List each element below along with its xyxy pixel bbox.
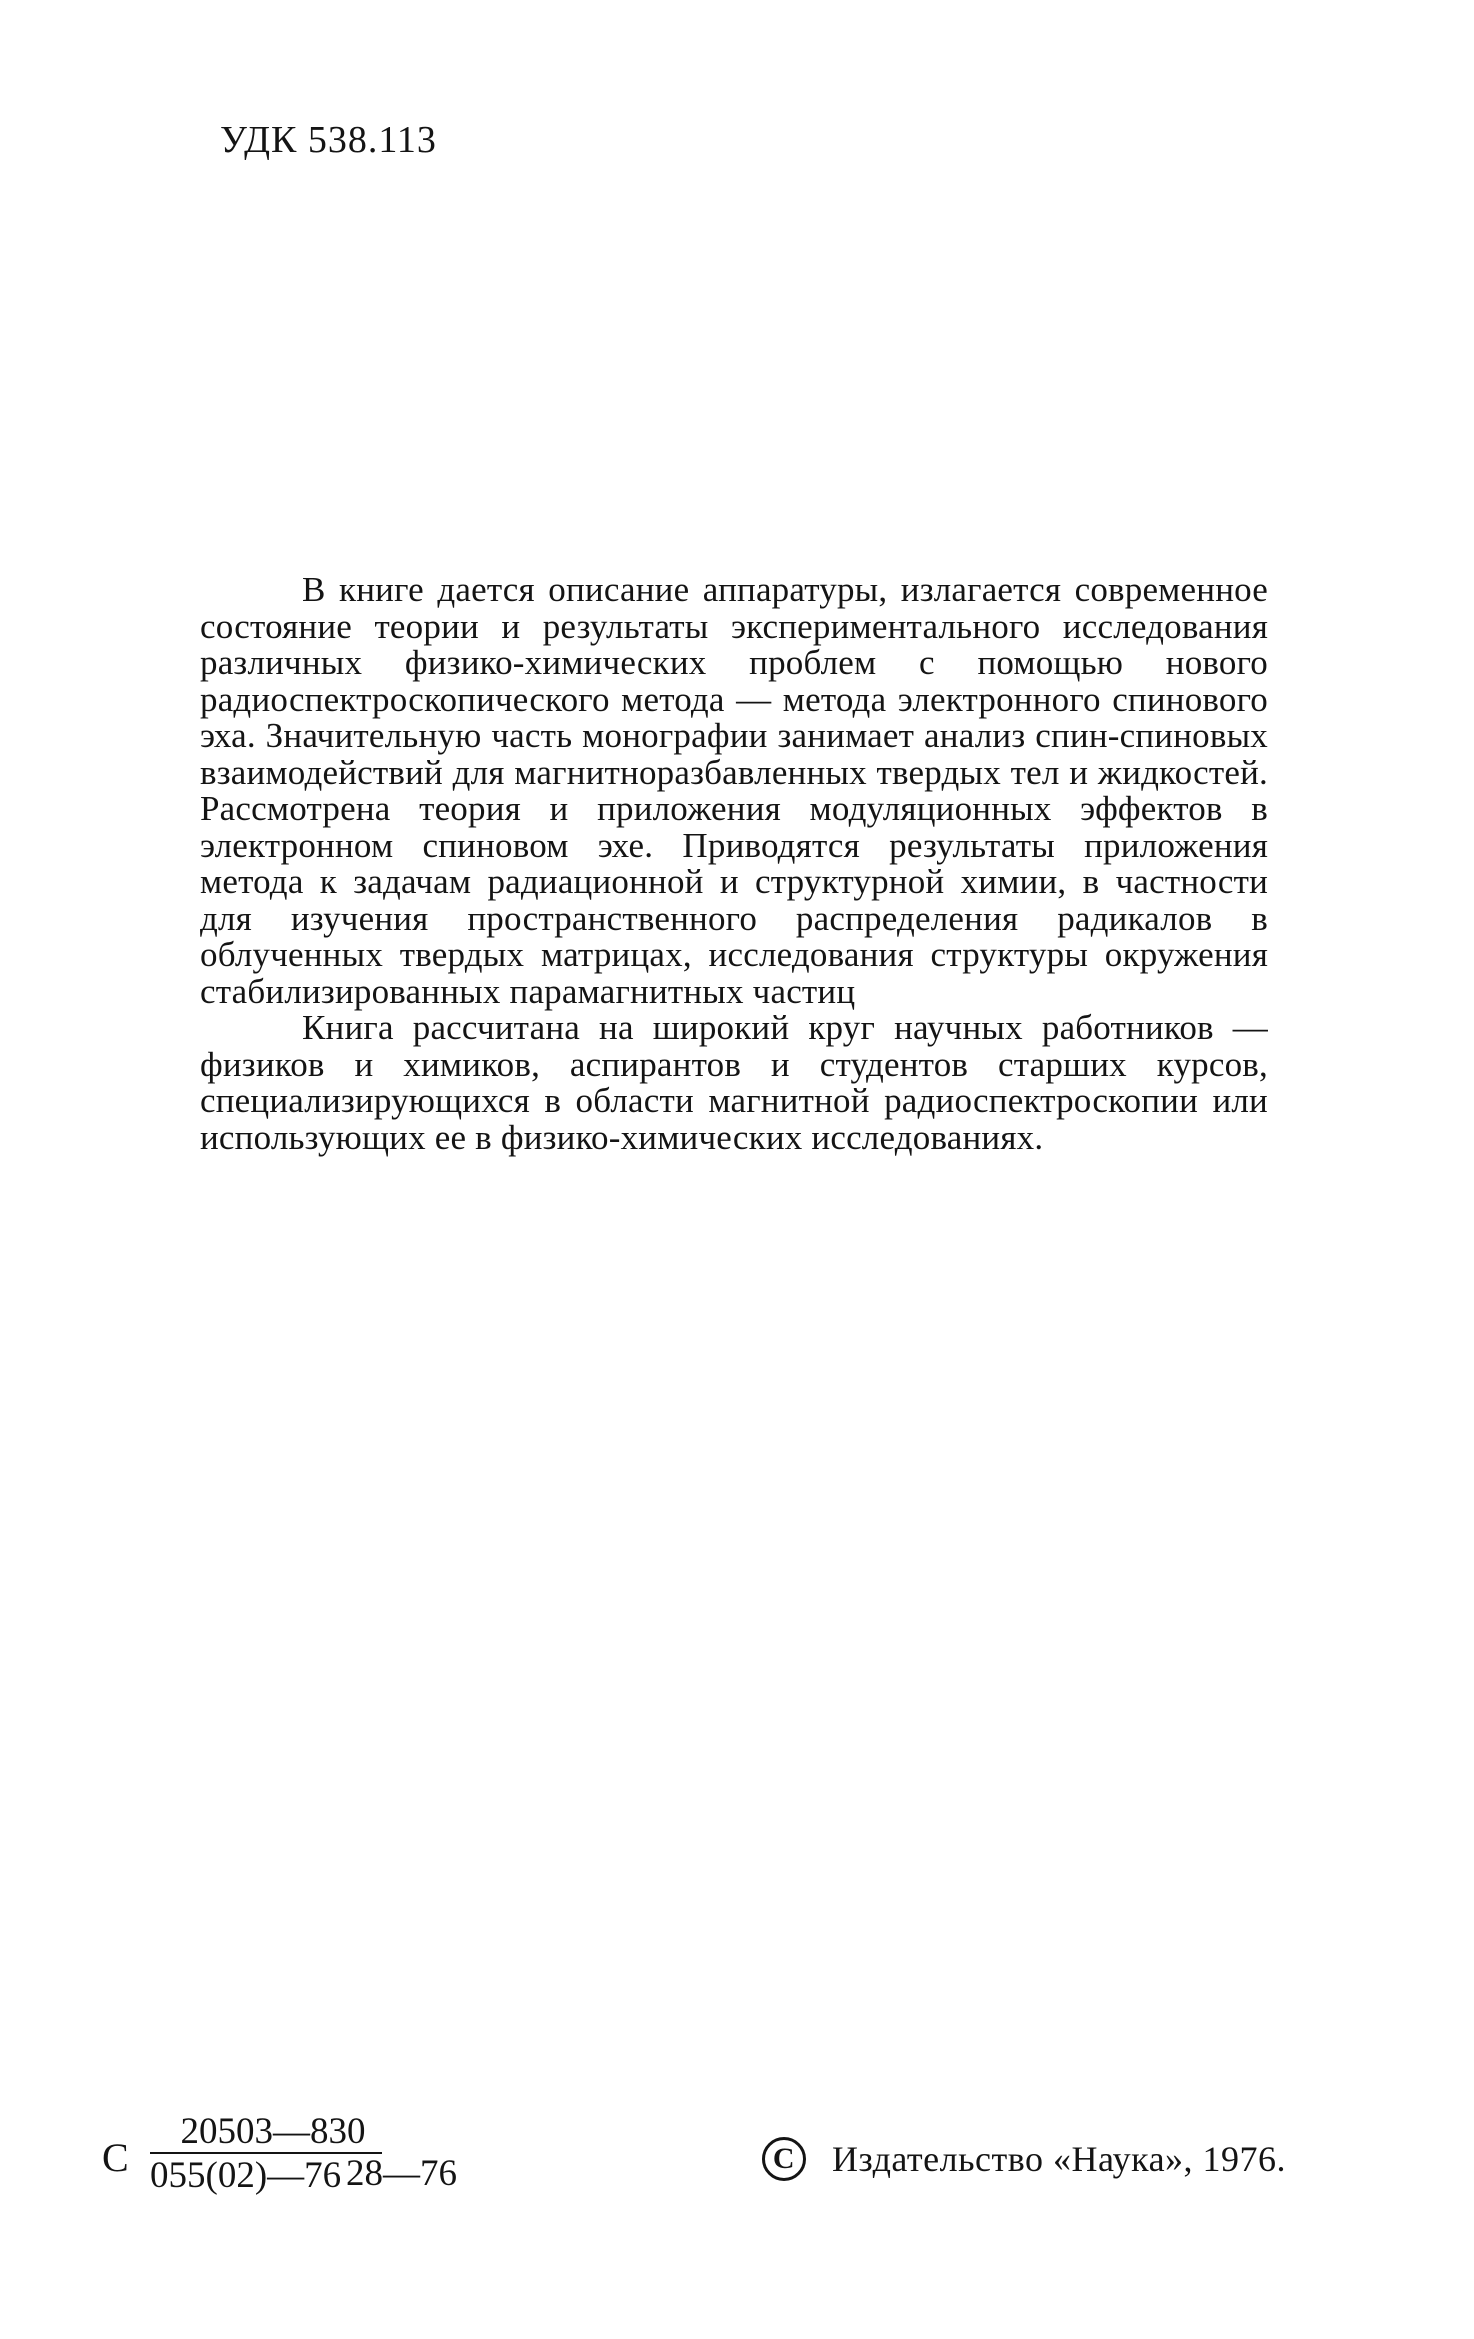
catalog-code-numerator: 20503—830 (180, 2111, 366, 2152)
catalog-code-denominator: 055(02)—76 (150, 2155, 342, 2196)
copyright-icon: C (762, 2137, 806, 2181)
catalog-code-letter: С (102, 2135, 129, 2180)
abstract-paragraph-audience: Книга рассчитана на широкий круг научных работников — физиков и химиков, аспирантов и студентов старших курсов, специализирующихся в области магнитной радиоспектроскопии или использующих ее в физико-химических исследованиях. (200, 1008, 1268, 1157)
publisher-text: Издательство «Наука», 1976. (832, 2139, 1287, 2179)
copyright-notice (762, 2137, 1286, 2181)
book-abstract (200, 572, 1268, 1156)
abstract-paragraph-description: В книге дается описание аппаратуры, излагается современное состояние теории и результаты экспериментального исследования различных физико-химических проблем с помощью нового радиоспектроскопического метода — метода электронного спинового эха. Значительную часть монографии занимает анализ спин-спиновых взаимодействий для магнитноразбавленных твердых тел и жидкостей. Рассмотрена теория и приложения модуляционных эффектов в электронном спиновом эхе. Приводятся результаты приложения метода к задачам радиационной и структурной химии, в частности для изучения пространственного распределения радикалов в облученных твердых матрицах, исследования структуры окружения стабилизированных парамагнитных частиц (200, 570, 1268, 1011)
udk-code: УДК 538.113 (220, 119, 437, 161)
catalog-code (102, 2112, 522, 2202)
catalog-code-suffix: 28—76 (346, 2153, 457, 2194)
